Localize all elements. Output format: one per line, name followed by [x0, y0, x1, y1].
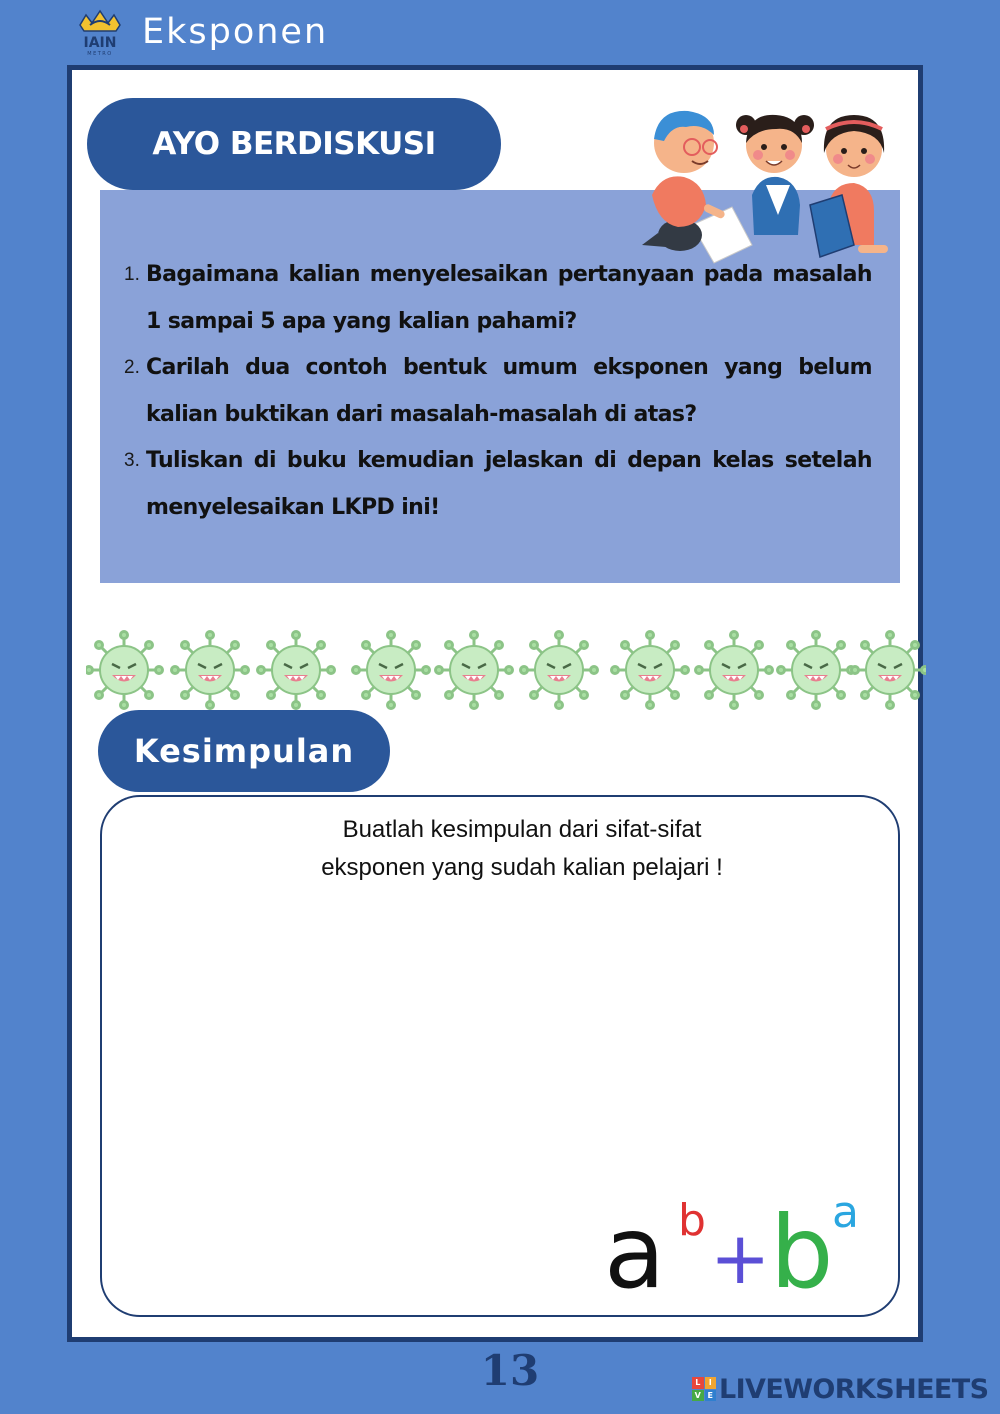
- virus-icon: [612, 632, 689, 709]
- question-number: 2.: [124, 357, 140, 378]
- liveworksheets-brand[interactable]: [692, 1372, 988, 1406]
- svg-text:IAIN: IAIN: [83, 35, 117, 51]
- question-text: Carilah dua contoh bentuk umum eksponen yang belum kalian buktikan dari masalah-masalah di atas?: [146, 355, 872, 427]
- virus-icon: [172, 632, 249, 709]
- formula-base-a: a: [604, 1194, 666, 1307]
- cube-letter: V: [692, 1390, 704, 1402]
- liveworksheets-cube-icon: [692, 1377, 716, 1401]
- virus-icon: [86, 632, 163, 709]
- question-number: 3.: [124, 450, 140, 471]
- logo-icon: [72, 7, 128, 57]
- cube-letter: L: [692, 1377, 704, 1389]
- conclusion-answer-box[interactable]: [100, 795, 900, 1317]
- formula-exponent-b: b: [678, 1195, 706, 1246]
- page-number: 13: [480, 1346, 540, 1395]
- virus-icon: [696, 632, 773, 709]
- discussion-heading: AYO BERDISKUSI: [87, 98, 501, 190]
- liveworksheets-wordmark: LIVEWORKSHEETS: [719, 1373, 989, 1405]
- conclusion-heading: Kesimpulan: [98, 710, 390, 792]
- conclusion-prompt-line: Buatlah kesimpulan dari sifat-sifat: [342, 816, 702, 843]
- question-number: 1.: [124, 264, 140, 285]
- question-text: Tuliskan di buku kemudian jelaskan di depan kelas setelah menyelesaikan LKPD ini!: [146, 448, 872, 520]
- cube-letter: E: [705, 1390, 717, 1402]
- svg-text:METRO: METRO: [87, 51, 113, 57]
- exponent-formula-illustration: [602, 1187, 882, 1307]
- cube-letter: I: [705, 1377, 717, 1389]
- formula-exponent-a: a: [832, 1187, 859, 1238]
- virus-icon: [436, 632, 513, 709]
- virus-icon: [258, 632, 335, 709]
- question-list: [124, 252, 872, 531]
- formula-base-b: b: [770, 1194, 834, 1307]
- question-item: [124, 345, 872, 438]
- formula-plus: +: [710, 1216, 771, 1300]
- virus-decoration-row: [86, 630, 926, 710]
- virus-icon: [852, 632, 927, 709]
- virus-icon: [353, 632, 430, 709]
- virus-icon: [521, 632, 598, 709]
- kids-illustration: [622, 95, 902, 265]
- conclusion-prompt: [252, 811, 792, 887]
- question-item: [124, 438, 872, 531]
- worksheet-page: [67, 65, 923, 1342]
- page-header: [72, 6, 328, 58]
- page-title: Eksponen: [142, 12, 329, 52]
- question-item: [124, 252, 872, 345]
- question-text: Bagaimana kalian menyelesaikan pertanyaan pada masalah 1 sampai 5 apa yang kalian pahami?: [146, 262, 872, 334]
- virus-icon: [778, 632, 855, 709]
- conclusion-prompt-line: eksponen yang sudah kalian pelajari !: [321, 854, 723, 881]
